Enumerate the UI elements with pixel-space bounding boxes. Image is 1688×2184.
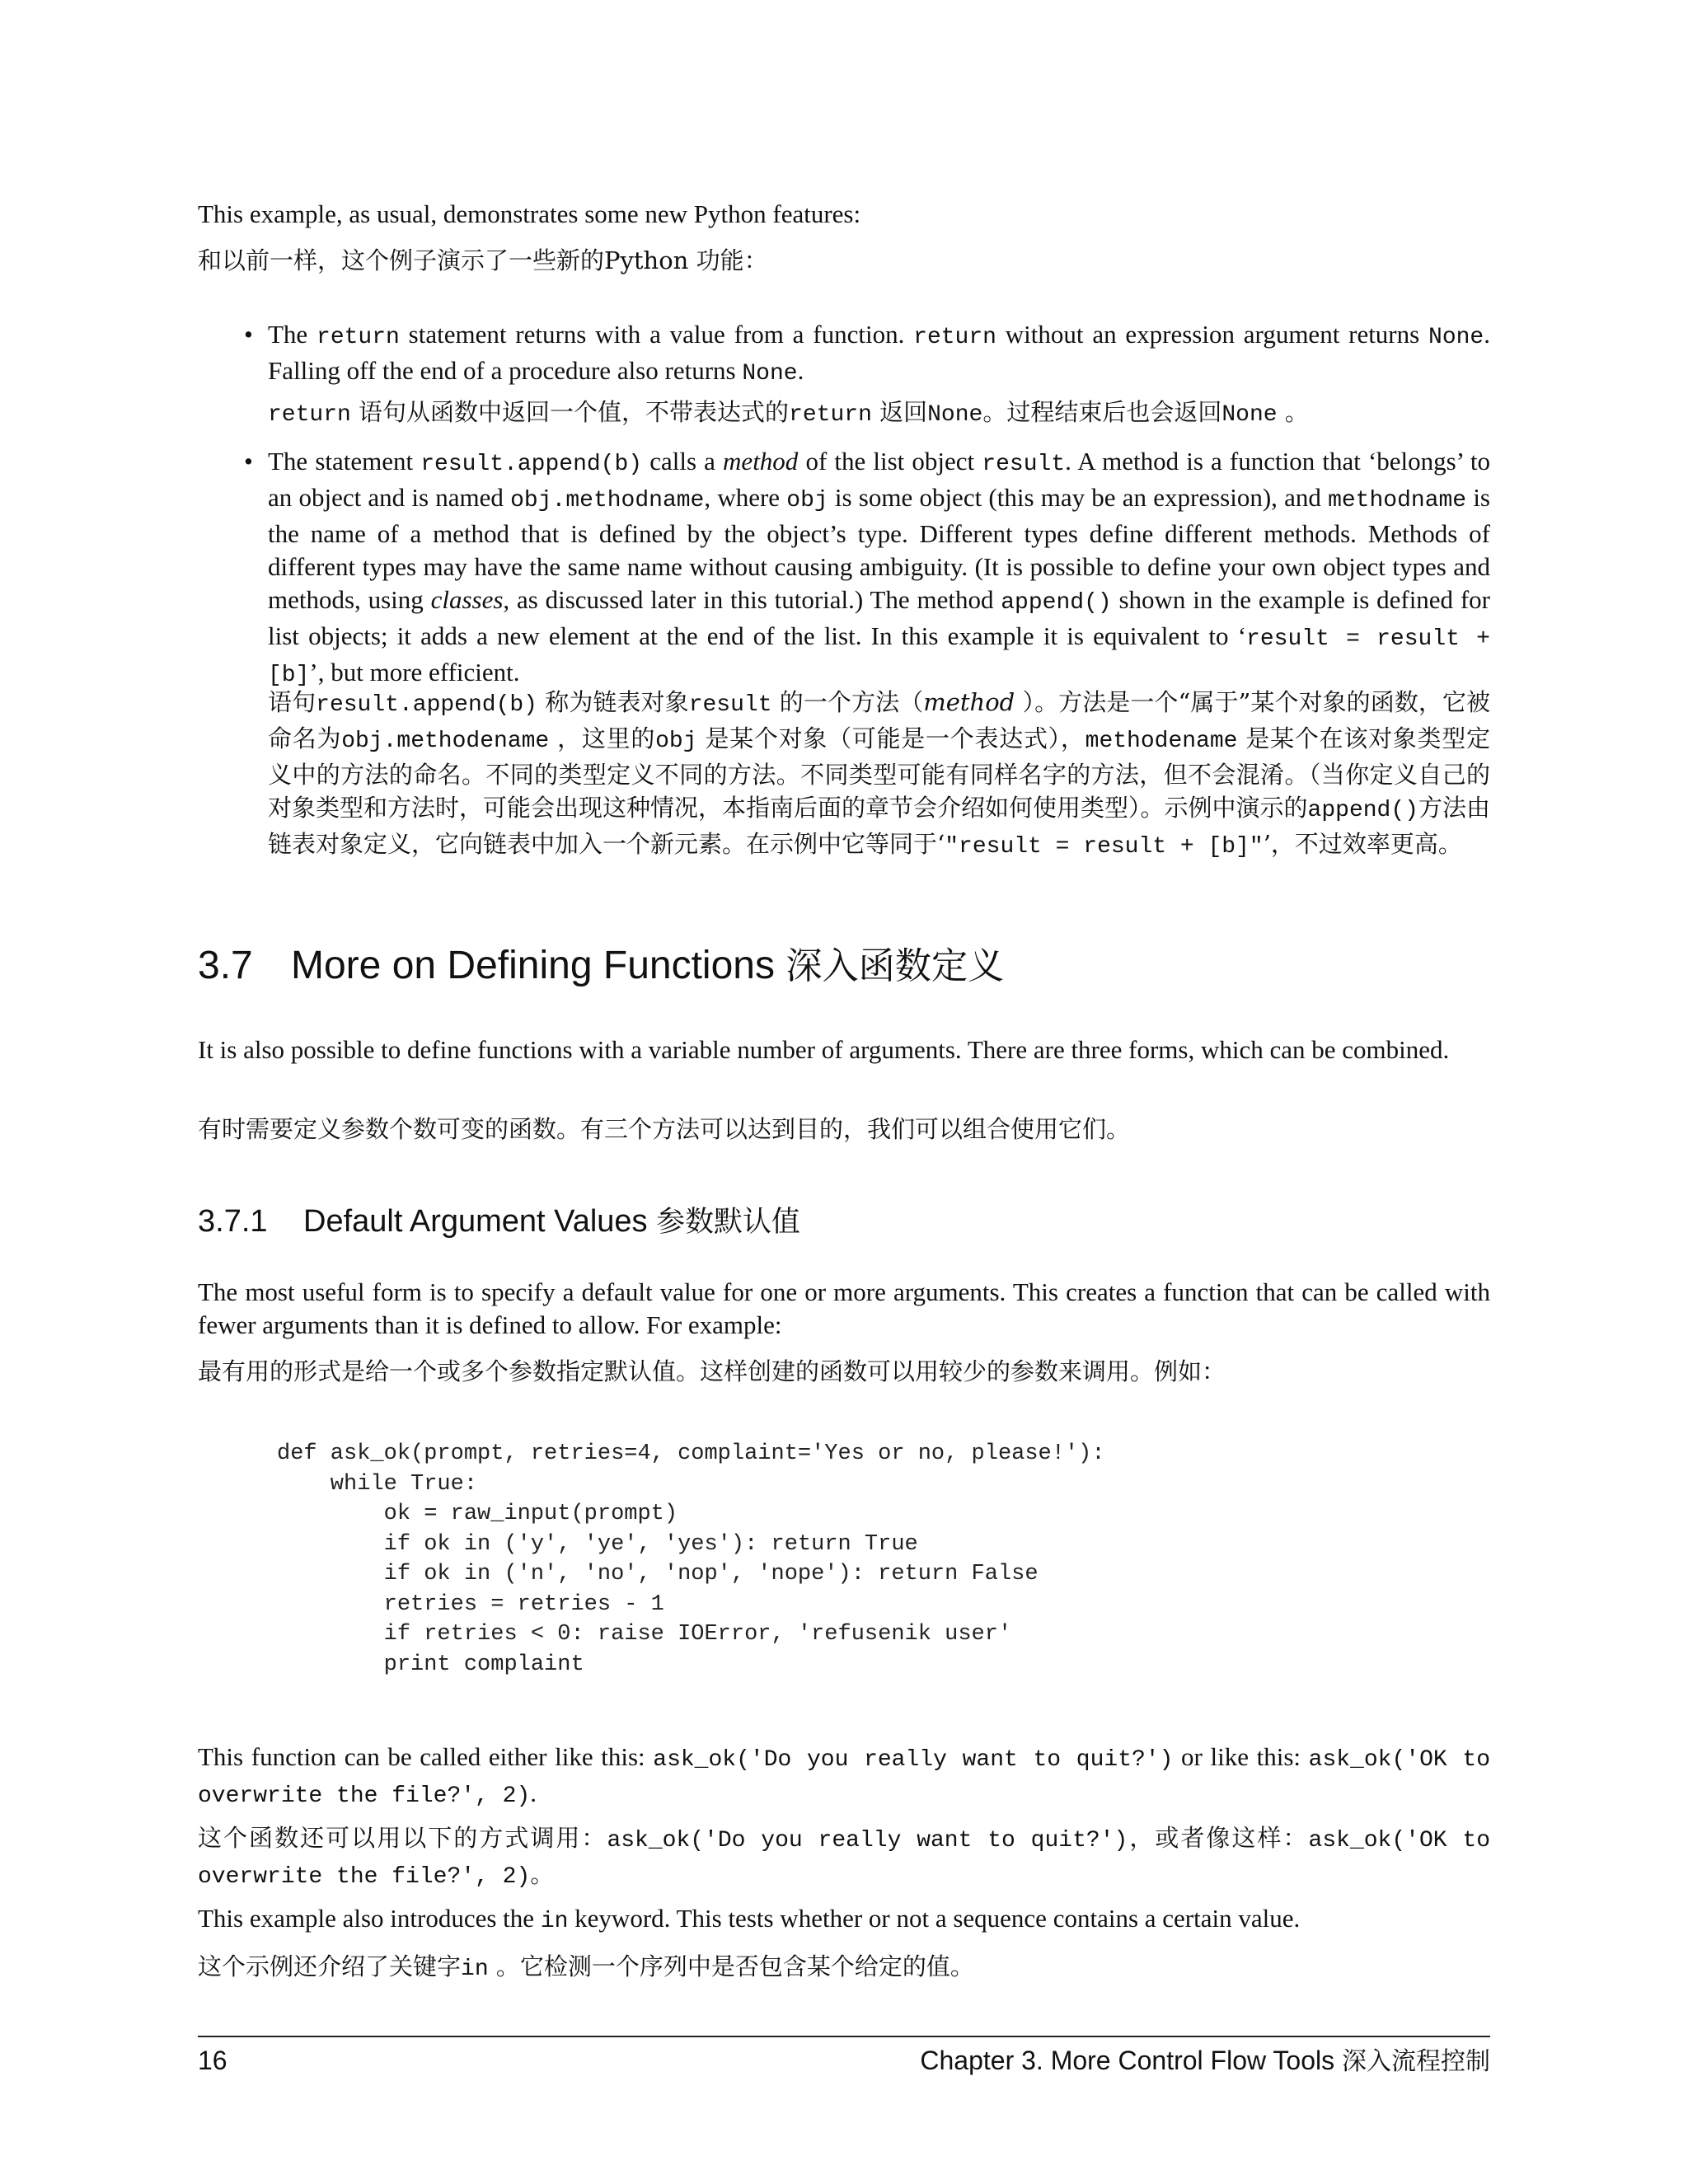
text-run: . Falling off the end of a procedure also returns bbox=[268, 320, 1490, 385]
inline-code: in bbox=[540, 1909, 569, 1934]
bullet-2-text-cn bbox=[268, 686, 1490, 864]
subsection-heading bbox=[198, 1202, 1490, 1242]
inline-code: obj bbox=[655, 729, 697, 754]
text-run: is some object (this may be an expression), and bbox=[828, 483, 1329, 512]
inline-code: in bbox=[461, 1957, 489, 1982]
inline-code: None bbox=[1221, 402, 1278, 428]
inline-code: obj.methodname bbox=[510, 488, 705, 513]
text-run: ’, but more efficient. bbox=[309, 658, 520, 687]
inline-code: return bbox=[268, 402, 351, 428]
emphasis: method bbox=[923, 688, 1015, 716]
text-run: 。过程结束后也会返回 bbox=[982, 398, 1222, 426]
text-run: 称为链表对象 bbox=[537, 688, 689, 716]
section-paragraph-cn: 有时需要定义参数个数可变的函数。有三个方法可以达到目的，我们可以组合使用它们。 bbox=[198, 1115, 1131, 1143]
call-paragraph-cn bbox=[198, 1821, 1490, 1894]
text-run: without an expression argument returns bbox=[996, 320, 1429, 349]
text-run: . A method is a function that ‘belongs’ to an object and is named bbox=[268, 447, 1490, 512]
subsection-title-cn: 参数默认值 bbox=[656, 1206, 800, 1239]
inline-code: obj bbox=[786, 488, 828, 513]
inline-code: return bbox=[789, 402, 872, 428]
intro-paragraph: This example, as usual, demonstrates some new Python features: bbox=[198, 199, 861, 228]
text-run: ）。方法是一个“属于”某个对象的函数，它被命名为 bbox=[268, 688, 1491, 752]
subsection-paragraph: The most useful form is to specify a default value for one or more arguments. This creates a function that can be called with fewer arguments than it is defined to allow. For example: bbox=[198, 1277, 1490, 1339]
inline-code: "result = result + [b]" bbox=[945, 834, 1264, 860]
text-run: 语句 bbox=[268, 688, 316, 716]
section-number: 3.7 bbox=[198, 944, 253, 987]
text-run: keyword. This tests whether or not a sequence contains a certain value. bbox=[568, 1904, 1301, 1933]
bullet-1-text bbox=[268, 318, 1490, 391]
chapter-title: Chapter 3. More Control Flow Tools bbox=[920, 2046, 1335, 2075]
text-run: 返回 bbox=[871, 398, 928, 426]
text-run: This function can be called either like this: bbox=[198, 1742, 654, 1771]
text-run: 的一个方法（ bbox=[771, 688, 924, 716]
text-run: ’，不过效率更高。 bbox=[1263, 830, 1462, 858]
footer-rule bbox=[198, 2036, 1490, 2037]
inline-code: ask_ok('Do you really want to quit?') bbox=[607, 1828, 1128, 1854]
emphasis: classes bbox=[430, 585, 504, 614]
inline-code: result.append(b) bbox=[316, 692, 537, 718]
inline-code: append() bbox=[1001, 590, 1112, 616]
text-run: calls a bbox=[642, 447, 724, 476]
subsection-number: 3.7.1 bbox=[198, 1204, 268, 1239]
section-title: More on Defining Functions bbox=[291, 944, 775, 987]
inline-code: append() bbox=[1307, 798, 1418, 823]
inline-code: result bbox=[688, 692, 772, 718]
inline-code: ask_ok('Do you really want to quit?') bbox=[653, 1747, 1174, 1773]
text-run: , as discussed later in this tutorial.) The method bbox=[503, 585, 1001, 614]
subsection-paragraph-cn: 最有用的形式是给一个或多个参数指定默认值。这样创建的函数可以用较少的参数来调用。例如： bbox=[198, 1357, 1226, 1385]
text-run: , where bbox=[704, 483, 787, 512]
inline-code: None bbox=[742, 361, 798, 387]
inline-code: result = result + [b] bbox=[268, 626, 1490, 688]
emphasis: method bbox=[723, 447, 799, 476]
text-run: 。 bbox=[1277, 398, 1309, 426]
text-run: 这个函数还可以用以下的方式调用： bbox=[198, 1824, 607, 1852]
in-keyword-paragraph bbox=[198, 1902, 1490, 1938]
text-run: 。 bbox=[530, 1860, 555, 1888]
text-run: 方法由链表对象定义，它向链表中加入一个新元素。在示例中它等同于‘ bbox=[268, 794, 1490, 858]
in-keyword-paragraph-cn bbox=[198, 1950, 1490, 1986]
inline-code: ask_ok('OK to overwrite the file?', 2) bbox=[198, 1747, 1490, 1809]
text-run: This example also introduces the bbox=[198, 1904, 541, 1933]
text-run: 是某个在该对象类型定义中的方法的命名。不同的类型定义不同的方法。不同类型可能有同样名字的方法，但不会混淆。（当你定义自己的对象类型和方法时，可能会出现这种情况，本指南后面的章节会介绍如何使用类型）。示例中演示的 bbox=[268, 724, 1490, 822]
text-run: statement returns with a value from a function. bbox=[399, 320, 914, 349]
code-block: def ask_ok(prompt, retries=4, complaint='Yes or no, please!'): while True: ok = raw_input(prompt) if ok in ('y', 'ye', 'yes'): return True if ok in ('n', 'no', 'nop', 'nope'): return False retries = retries - 1 if retries < 0: raise IOError, 'refusenik user' print complaint bbox=[277, 1441, 1105, 1677]
text-run: is the name of a method that is defined by the object’s type. Different types define different methods. Methods of different types may have the same name without causing ambiguity. (It is possible to define your own object types and methods, using bbox=[268, 483, 1490, 614]
document-page bbox=[198, 0, 1490, 2184]
text-run: The bbox=[268, 320, 317, 349]
text-run: 。它检测一个序列中是否包含某个给定的值。 bbox=[488, 1952, 974, 1980]
bullet-2-text bbox=[268, 445, 1490, 692]
inline-code: None bbox=[1428, 325, 1484, 350]
section-heading bbox=[198, 941, 1490, 991]
running-footer bbox=[920, 2042, 1490, 2080]
section-paragraph: It is also possible to define functions with a variable number of arguments. There are three forms, which can be combined. bbox=[198, 1035, 1450, 1064]
inline-code: return bbox=[913, 325, 996, 350]
inline-code: methodename bbox=[1085, 729, 1238, 754]
inline-code: ask_ok('OK to overwrite the file?', 2) bbox=[198, 1828, 1490, 1890]
text-run: or like this: bbox=[1173, 1742, 1309, 1771]
inline-code: result.append(b) bbox=[420, 452, 643, 477]
text-run: of the list object bbox=[798, 447, 982, 476]
text-run: . bbox=[797, 356, 804, 385]
inline-code: None bbox=[927, 402, 983, 428]
call-paragraph bbox=[198, 1741, 1490, 1813]
bullet-marker: • bbox=[244, 320, 253, 349]
bullet-1-text-cn bbox=[268, 396, 1490, 432]
text-run: 是某个对象（可能是一个表达式）， bbox=[696, 724, 1085, 752]
inline-code: methodname bbox=[1328, 488, 1467, 513]
text-run: shown in the example is defined for list objects; it adds a new element at the end of the list. In this example it is equivalent to ‘ bbox=[268, 585, 1491, 650]
text-run: . bbox=[530, 1779, 537, 1807]
bullet-marker: • bbox=[244, 447, 253, 476]
text-run: The statement bbox=[268, 447, 421, 476]
inline-code: result bbox=[982, 452, 1066, 477]
text-run: 这个示例还介绍了关键字 bbox=[198, 1952, 462, 1980]
inline-code: obj.methodename bbox=[341, 729, 550, 754]
inline-code: return bbox=[316, 325, 400, 350]
text-run: 语句从函数中返回一个值，不带表达式的 bbox=[350, 398, 790, 426]
subsection-title: Default Argument Values bbox=[303, 1204, 648, 1239]
intro-paragraph-cn: 和以前一样，这个例子演示了一些新的Python 功能： bbox=[198, 246, 768, 274]
text-run: ，或者像这样： bbox=[1128, 1824, 1309, 1852]
chapter-title-cn: 深入流程控制 bbox=[1342, 2047, 1490, 2076]
section-title-cn: 深入函数定义 bbox=[785, 945, 1005, 987]
page-number: 16 bbox=[198, 2046, 227, 2075]
text-run: ，这里的 bbox=[549, 724, 656, 752]
